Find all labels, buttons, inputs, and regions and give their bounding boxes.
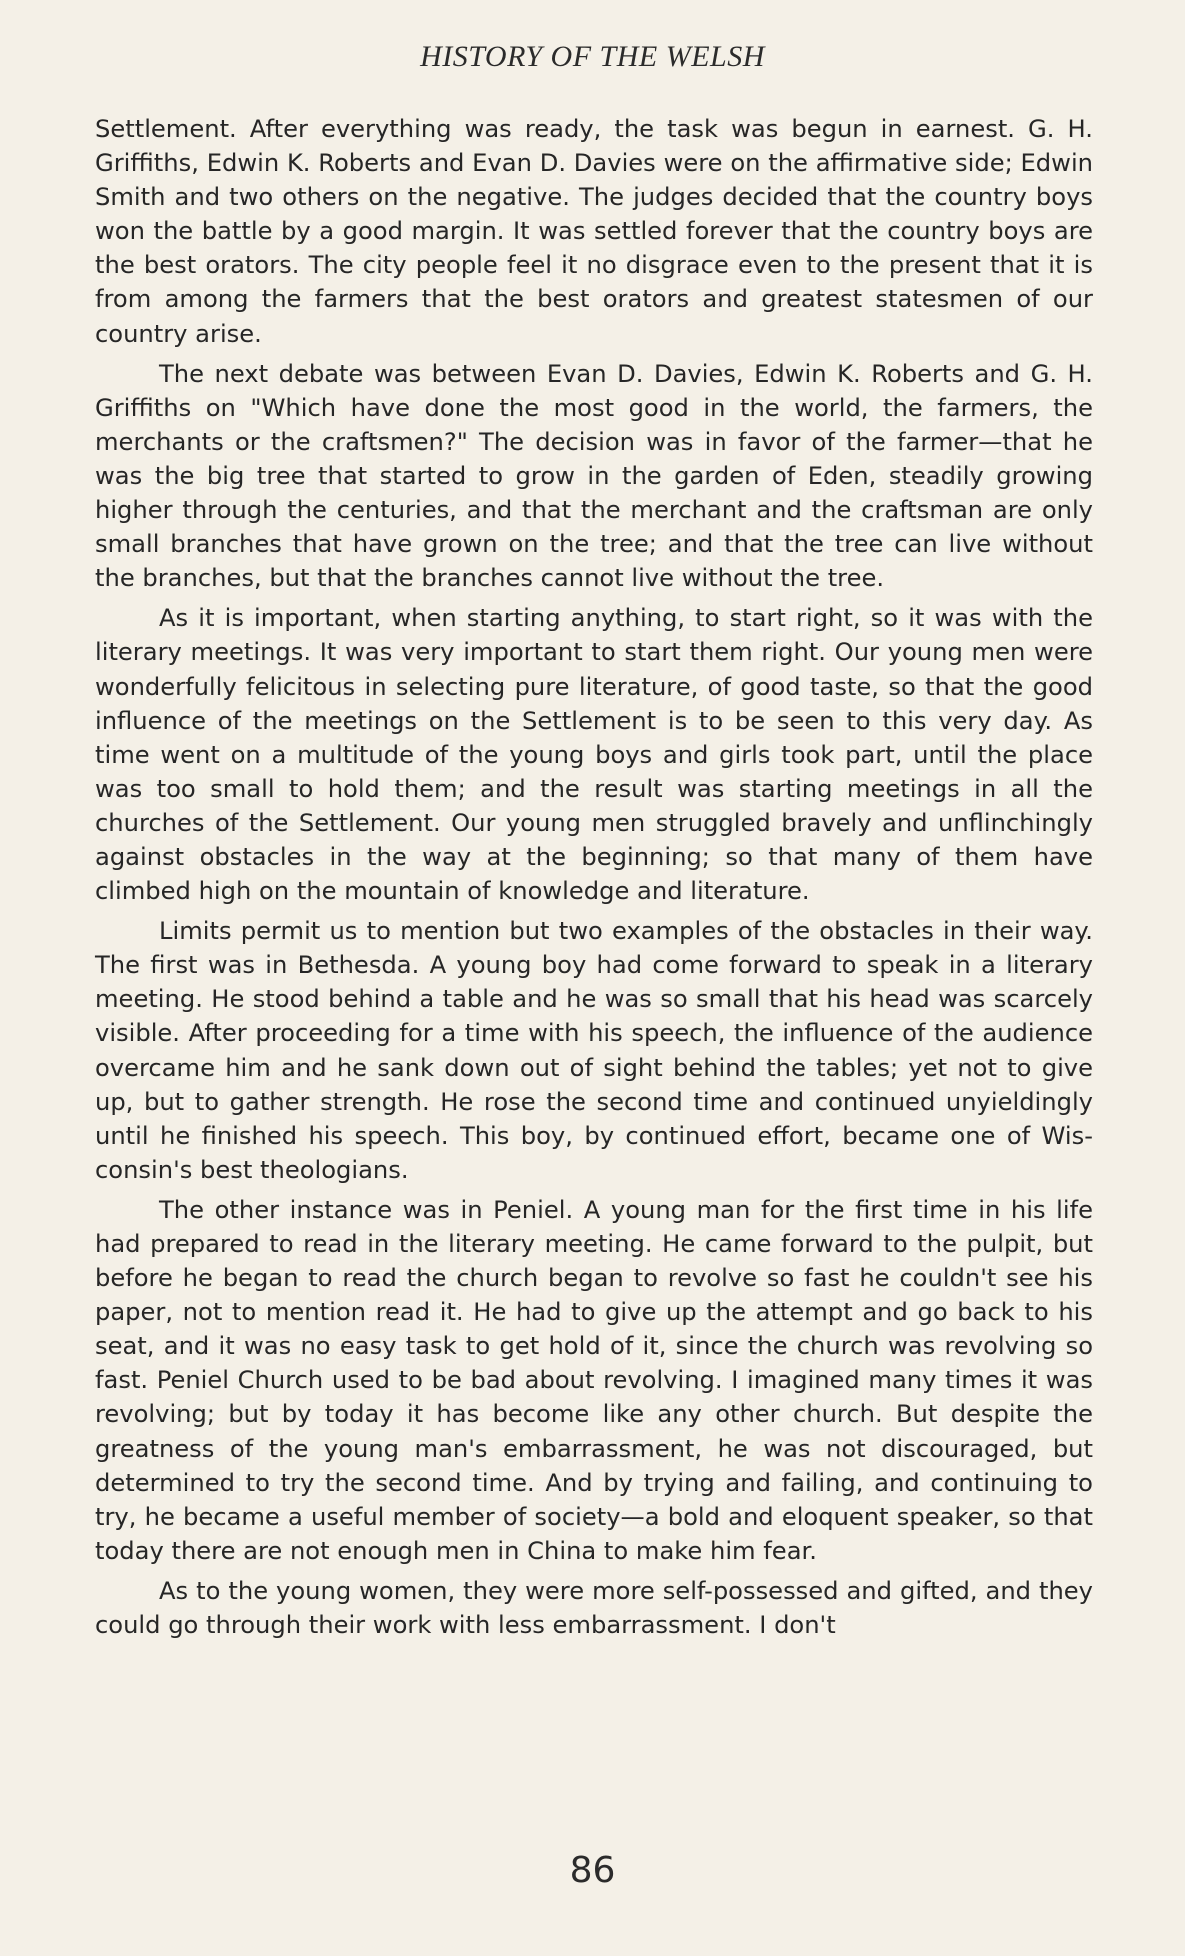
- body-text: [95, 112, 1093, 1648]
- paragraph: As to the young women, they were more self-possessed and gifted, and they could go through their work with less embarrassment. I don't: [95, 1576, 1093, 1640]
- paragraph: Limits permit us to mention but two examples of the obstacles in their way. The first was in Bethesda. A young boy had come forward to speak in a literary meeting. He stood behind a table and he was so small that his head was scarcely visible. After proceeding for a time with his speech, the influence of the audience overcame him and he sank down out of sight behind the tables; yet not to give up, but to gather strength. He rose the second time and continued unyieldingly until he finished his speech. This boy, by continued effort, became one of Wisconsin's best theologians.: [95, 917, 1093, 1184]
- paragraph: The next debate was between Evan D. Davies, Edwin K. Roberts and G. H. Griffiths on "Which have done the most good in the world, the farmers, the merchants or the craftsmen?" The decision was in favor of the farmer—that he was the big tree that started to grow in the garden of Eden, steadily growing higher through the centuries, and that the merchant and the craftsman are only small branches that have grown on the tree; and that the tree can live without the branches, but that the branches cannot live without the tree.: [95, 359, 1093, 593]
- paragraph: As it is important, when starting anything, to start right, so it was with the literary meetings. It was very important to start them right. Our young men were wonderfully felicitous in selecting pure literature, of good taste, so that the good influence of the meetings on the Settlement is to be seen to this very day. As time went on a multitude of the young boys and girls took part, until the place was too small to hold them; and the result was starting meetings in all the churches of the Settlement. Our young men struggled bravely and unflinchingly against obstacles in the way at the beginning; so that many of them have climbed high on the mountain of knowledge and literature.: [95, 604, 1093, 906]
- running-title: HISTORY OF THE WELSH: [420, 40, 765, 73]
- page-number: 86: [569, 1850, 616, 1891]
- paragraph-continued: Settlement. After everything was ready, the task was begun in earnest. G. H. Griffiths, Edwin K. Roberts and Evan D. Davies were on the affirmative side; Edwin Smith and two others on the negative. The judges decided that the country boys won the battle by a good margin. It was settled forever that the country boys are the best orators. The city people feel it no disgrace even to the present that it is from among the farmers that the best orators and greatest statesmen of our country arise.: [95, 115, 1093, 348]
- paragraph: The other instance was in Peniel. A young man for the first time in his life had prepared to read in the literary meeting. He came forward to the pulpit, but before he began to read the church began to revolve so fast he couldn't see his paper, not to mention read it. He had to give up the attempt and go back to his seat, and it was no easy task to get hold of it, since the church was revolving so fast. Peniel Church used to be bad about revolving. I imagined many times it was revolving; but by today it has become like any other church. But despite the greatness of the young man's embarrassment, he was not discouraged, but determined to try the second time. And by trying and failing, and continuing to try, he became a useful member of society—a bold and eloquent speaker, so that today there are not enough men in China to make him fear.: [95, 1195, 1093, 1565]
